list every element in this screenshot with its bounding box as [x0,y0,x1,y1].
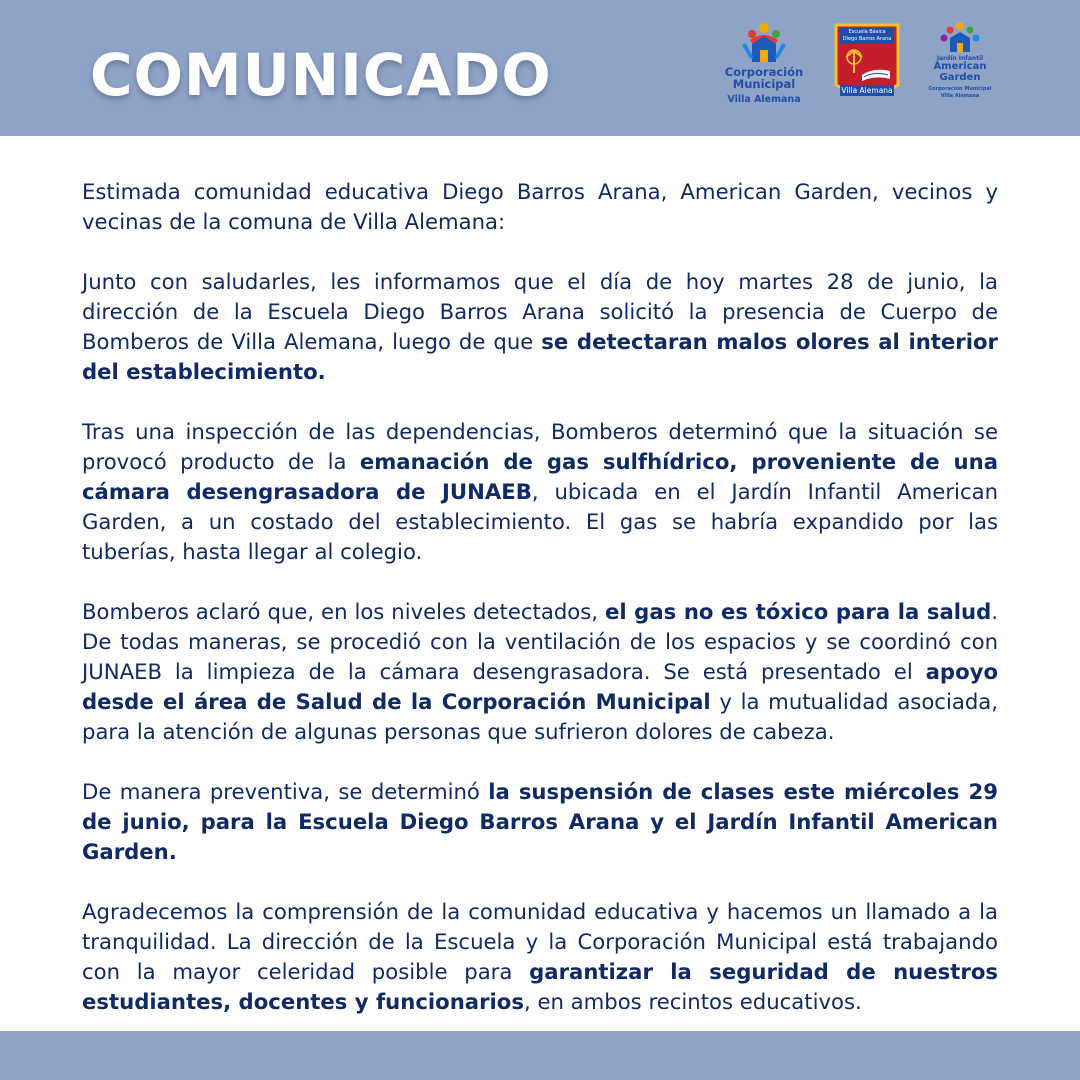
text-run: De manera preventiva, se determinó [82,779,489,804]
paragraph-inspection [82,417,998,567]
paragraph-closing [82,897,998,1017]
footer-band [0,1031,1080,1080]
shield-top-text [840,29,894,43]
corporacion-municipal-logo [722,22,806,112]
logo-line: Corporación [724,65,804,79]
bold-text-run: se detectaran malos olores al interior del establecimiento. [82,329,999,384]
bold-text-run: la suspensión de clases este miércoles 29 de junio, para la Escuela Diego Barros Arana y el Jardín Infantil American Garden. [82,779,998,864]
text-run: Agradecemos la comprensión de la comunidad educativa y hacemos un llamado a la tranquilidad. La dirección de la Escuela y la Corporación Municipal está trabajando con la mayor celeridad posible para [82,899,998,984]
school-shield-logo [834,23,900,105]
logo-text [926,55,994,99]
logo-line: Municipal [732,77,796,91]
logo-line: Escuela Básica [848,29,886,35]
bold-text-run: apoyo desde el área de Salud de la Corporación Municipal [82,659,998,714]
text-run: y la mutualidad asociada, para la atención de algunas personas que sufrieron dolores de cabeza. [82,689,998,744]
logo-text [722,66,806,106]
american-garden-logo [926,22,994,114]
text-run: Tras una inspección de las dependencias, Bomberos determinó que la situación se provocó producto de la [82,419,998,474]
logo-line: Diego Barros Arana [842,36,892,42]
shield-ribbon-text: Villa Alemana [841,86,893,95]
logo-line: Corporación Municipal [928,86,992,92]
paragraph-incident [82,267,998,387]
paragraph-safety [82,597,998,747]
people-hands-icon [722,22,806,68]
text-run: Bomberos aclaró que, en los niveles detectados, [82,599,605,624]
text-run: , en ambos recintos educativos. [523,989,862,1014]
paragraph-greeting [82,177,998,237]
text-run: , ubicada en el Jardín Infantil American Garden, a un costado del establecimiento. El gas se habría expandido por las tuberías, hasta llegar al colegio. [82,479,999,564]
bold-text-run: el gas no es tóxico para la salud [604,599,992,624]
people-hands-icon [926,22,994,56]
header-banner [0,0,1080,136]
paragraph-suspension [82,777,998,867]
logo-line: Jardín Infantil [936,55,984,62]
text-run: Estimada comunidad educativa Diego Barros Arana, American Garden, vecinos y vecinas de la comuna de Villa Alemana: [82,179,998,234]
text-run: Junto con saludarles, les informamos que el día de hoy martes 28 de junio, la dirección de la Escuela Diego Barros Arana solicitó la presencia de Cuerpo de Bomberos de Villa Alemana, luego de que [82,269,998,354]
bold-text-run: garantizar la seguridad de nuestros estudiantes, docentes y funcionarios [82,959,998,1014]
bold-text-run: emanación de gas sulfhídrico, proveniente de una cámara desengrasadora de JUNAEB [82,449,998,504]
logo-line: Villa Alemana [940,93,980,99]
text-run: . De todas maneras, se procedió con la ventilación de los espacios y se coordinó con JUNAEB la limpieza de la cámara desengrasadora. Se está presentado el [82,599,998,684]
logo-line: Garden [939,72,981,83]
logo-line: American [933,61,987,72]
announcement-body [82,177,998,1047]
logo-line: Villa Alemana [727,94,801,105]
page-title: COMUNICADO [90,41,552,109]
